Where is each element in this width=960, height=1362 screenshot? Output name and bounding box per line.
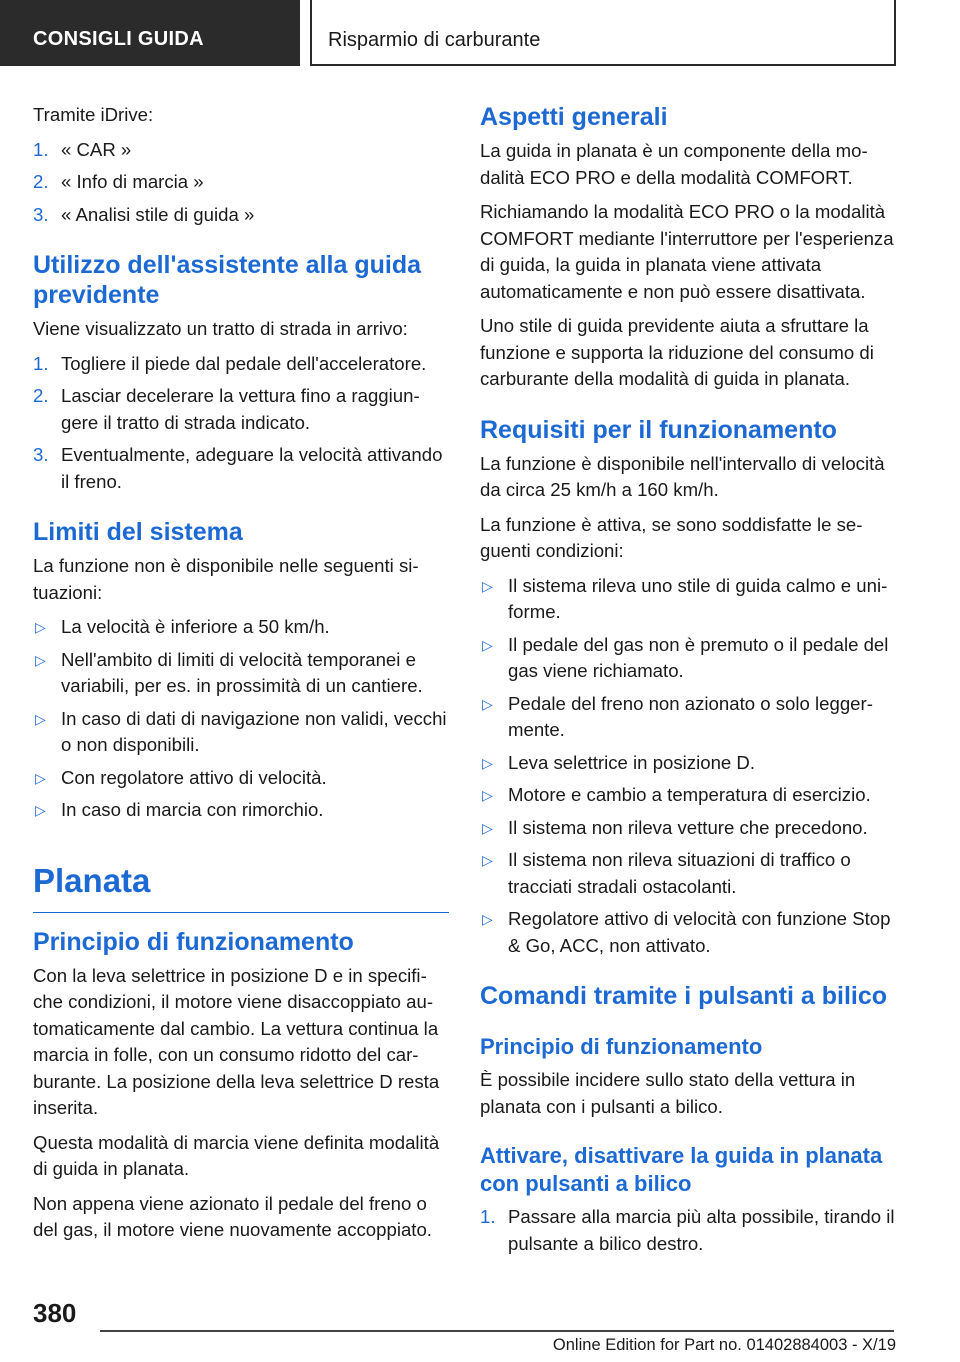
list-item: ▷ Motore e cambio a temperatura di esercizio.: [480, 782, 896, 809]
list-item: 2. « Info di marcia »: [33, 171, 204, 192]
section-tab: [0, 0, 300, 66]
footer-edition: Online Edition for Part no. 01402884003 - X/19: [552, 1336, 896, 1354]
bullet-triangle-icon: ▷: [35, 710, 46, 727]
bullet-triangle-icon: ▷: [35, 651, 46, 668]
bullet-triangle-icon: ▷: [482, 754, 493, 771]
list-item: 1. Passare alla marcia più alta possibile, tirando il pulsante a bilico destro.: [480, 1206, 895, 1254]
bullet-triangle-icon: ▷: [482, 852, 493, 868]
section-title: CONSIGLI GUIDA: [33, 28, 204, 50]
list-item: ▷ In caso di dati di navigazione non validi, vecchi o non disponibili.: [35, 707, 447, 755]
heading-assistente: Utilizzo dell'assistente alla guida previdente: [33, 251, 421, 309]
page-number: 380: [33, 1298, 77, 1328]
heading-planata: Planata: [33, 860, 449, 913]
bullet-triangle-icon: ▷: [35, 769, 46, 786]
aspetti-paragraph-3: Uno stile di guida previdente aiuta a sfruttare la funzione e supporta la riduzione del consumo di carburante della modalità di guida in planata.: [480, 315, 874, 389]
bullet-triangle-icon: ▷: [482, 787, 493, 803]
list-item: 2. Lasciar decelerare la vettura fino a raggiungere il tratto di strada indicato.: [33, 385, 420, 433]
requisiti-list: [480, 573, 896, 960]
left-column: [33, 102, 449, 1252]
bullet-triangle-icon: ▷: [482, 636, 493, 653]
list-item: ▷ Con regolatore attivo di velocità.: [33, 765, 449, 792]
list-item: ▷ Pedale del freno non azionato o solo leggermente.: [482, 692, 873, 740]
assistente-paragraph: Viene visualizzato un tratto di strada in arrivo:: [33, 318, 408, 339]
list-item: ▷ Leva selettrice in posizione D.: [480, 750, 896, 777]
principio-paragraph-3: Non appena viene azionato il pedale del freno o del gas, il motore viene nuovamente accoppiato.: [33, 1192, 432, 1240]
idrive-steps-list: [33, 137, 449, 229]
heading-requisiti: Requisiti per il funzionamento: [480, 415, 837, 444]
list-item: ▷ Il pedale del gas non è premuto o il pedale del gas viene richiamato.: [482, 633, 889, 681]
bullet-triangle-icon: ▷: [482, 695, 493, 712]
list-item: 1. Togliere il piede dal pedale dell'acceleratore.: [33, 352, 427, 374]
idrive-intro: Tramite iDrive:: [33, 104, 154, 125]
heading-principio-2: Principio di funzionamento: [480, 1034, 763, 1059]
limiti-list: [33, 614, 449, 824]
list-item: 1. « CAR »: [33, 138, 132, 160]
aspetti-paragraph-1: La guida in planata è un componente della modalità ECO PRO e della modalità COMFORT.: [480, 140, 868, 188]
assistente-steps-list: [33, 351, 449, 496]
list-item: ▷ In caso di marcia con rimorchio.: [33, 797, 449, 824]
list-item: ▷ Regolatore attivo di velocità con funzione Stop & Go, ACC, non attivato.: [482, 908, 891, 956]
requisiti-paragraph-2: La funzione è attiva, se sono soddisfatte le seguenti condizioni:: [480, 513, 863, 561]
principio2-paragraph: È possibile incidere sullo stato della vettura in planata con i pulsanti a bilico.: [480, 1069, 856, 1117]
right-column: [480, 102, 896, 1263]
page-header: [0, 0, 960, 66]
list-item: 3. « Analisi stile di guida »: [33, 203, 255, 225]
requisiti-paragraph-1: La funzione è disponibile nell'intervallo di velocità da circa 25 km/h a 160 km/h.: [480, 452, 885, 500]
heading-attivare: Attivare, disattivare la guida in planata con pulsanti a bilico: [480, 1143, 883, 1196]
bullet-triangle-icon: ▷: [35, 619, 46, 635]
list-item: ▷ Il sistema non rileva vetture che precedono.: [480, 815, 896, 842]
bullet-triangle-icon: ▷: [482, 819, 493, 836]
footer-divider: [100, 1330, 894, 1332]
principio-paragraph-1: Con la leva selettrice in posizione D e in specifiche condizioni, il motore viene disaccoppiato automaticamente dal cambio. La vettura continua la marcia in folle, con un consumo ridotto del carburante. La posizione della leva selettrice D resta inserita.: [33, 964, 440, 1118]
list-item: 3. Eventualmente, adeguare la velocità attivando il freno.: [33, 444, 443, 492]
limiti-paragraph: La funzione non è disponibile nelle seguenti situazioni:: [33, 555, 419, 603]
principio-paragraph-2: Questa modalità di marcia viene definita modalità di guida in planata.: [33, 1131, 440, 1179]
list-item: ▷ Il sistema rileva uno stile di guida calmo e uniforme.: [482, 574, 888, 622]
heading-aspetti: Aspetti generali: [480, 103, 668, 131]
list-item: ▷ La velocità è inferiore a 50 km/h.: [33, 614, 449, 641]
heading-comandi: Comandi tramite i pulsanti a bilico: [480, 982, 888, 1010]
heading-principio: Principio di funzionamento: [33, 927, 354, 956]
bullet-triangle-icon: ▷: [482, 911, 493, 927]
list-item: ▷ Nell'ambito di limiti di velocità temporanei e variabili, per es. in prossimità di un cantiere.: [35, 648, 423, 696]
bullet-triangle-icon: ▷: [482, 577, 493, 594]
bullet-triangle-icon: ▷: [35, 802, 46, 818]
chapter-title: Risparmio di carburante: [328, 29, 541, 51]
list-item: ▷ Il sistema non rileva situazioni di traffico o tracciati stradali ostacolanti.: [482, 849, 851, 897]
attivare-steps-list: [480, 1204, 896, 1257]
chapter-tab: [310, 0, 896, 66]
heading-limiti: Limiti del sistema: [33, 518, 243, 546]
aspetti-paragraph-2: Richiamando la modalità ECO PRO o la modalità COMFORT mediante l'interruttore per l'esperienza di guida, la guida in planata viene attivata automaticamente e non può essere disattivata.: [480, 201, 894, 302]
